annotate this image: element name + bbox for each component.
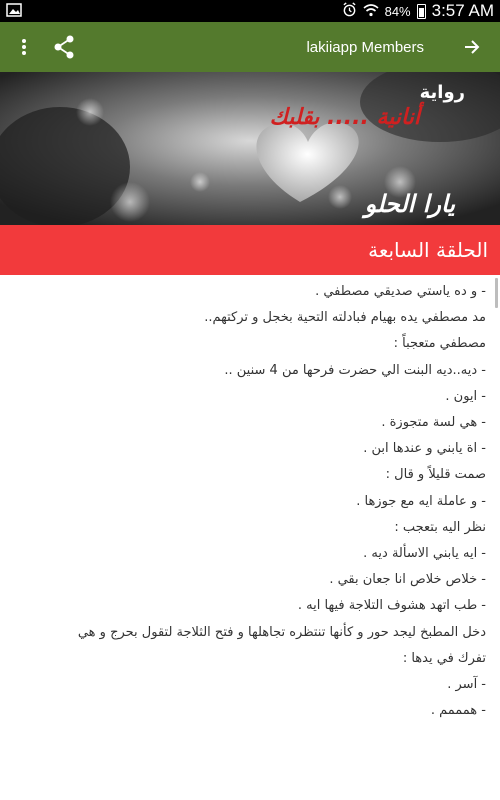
story-line: - و عاملة ايه مع جوزها . bbox=[356, 493, 486, 509]
wifi-icon bbox=[363, 2, 379, 21]
story-line: مد مصطفي يده بهيام فبادلته التحية بخجل و تركتهم.. bbox=[204, 310, 486, 326]
chapter-header bbox=[0, 225, 500, 275]
battery-percent: 84% bbox=[384, 3, 411, 19]
story-content[interactable] bbox=[0, 275, 500, 800]
banner-title-line1: رواية bbox=[419, 82, 465, 103]
story-line: صمت قليلاً و قال : bbox=[385, 467, 486, 483]
story-line: دخل المطبخ ليجد حور و كأنها تنتظره تجاهلها و فتح الثلاجة لتقول بحرج و هي bbox=[77, 624, 486, 640]
story-line: - ايه يابني الاسألة ديه . bbox=[363, 546, 486, 562]
overflow-menu-icon[interactable] bbox=[10, 22, 38, 72]
story-line: مصطفي متعجباً : bbox=[393, 336, 486, 352]
story-cover-image bbox=[0, 72, 500, 225]
banner-author: يارا الحلو bbox=[364, 190, 455, 218]
scrollbar[interactable] bbox=[495, 278, 498, 308]
battery-icon bbox=[417, 4, 426, 19]
story-line: - طب اتهد هشوف التلاجة فيها ايه . bbox=[297, 598, 486, 614]
banner-title-line2: أنانية ..... بقلبك bbox=[269, 105, 420, 130]
image-notification-icon bbox=[6, 2, 22, 21]
story-line: نظر اليه بتعجب : bbox=[394, 519, 486, 535]
story-line: - اة يابني و عندها ابن . bbox=[363, 441, 486, 457]
story-line: - همممم . bbox=[430, 703, 486, 719]
story-line: تفرك في يدها : bbox=[402, 650, 486, 666]
story-line: - و ده ياستي صديقي مصطفي . bbox=[315, 284, 486, 299]
story-line: - خلاص خلاص انا جعان بقي . bbox=[329, 572, 486, 588]
story-line: - آسر . bbox=[447, 677, 486, 693]
chapter-title: الحلقة السابعة bbox=[368, 238, 488, 262]
share-icon[interactable] bbox=[46, 22, 82, 72]
story-line: - ديه..ديه البنت الي حضرت فرحها من 4 سنين .. bbox=[224, 362, 486, 378]
status-bar bbox=[0, 0, 500, 22]
alarm-icon bbox=[342, 2, 357, 21]
story-line: - هي لسة متجوزة . bbox=[381, 415, 486, 431]
story-line: - ايون . bbox=[445, 388, 486, 404]
forward-arrow-icon[interactable] bbox=[452, 22, 492, 72]
status-time: 3:57 AM bbox=[431, 1, 494, 20]
app-bar bbox=[0, 22, 500, 72]
app-title: lakiiapp Members bbox=[306, 38, 424, 56]
